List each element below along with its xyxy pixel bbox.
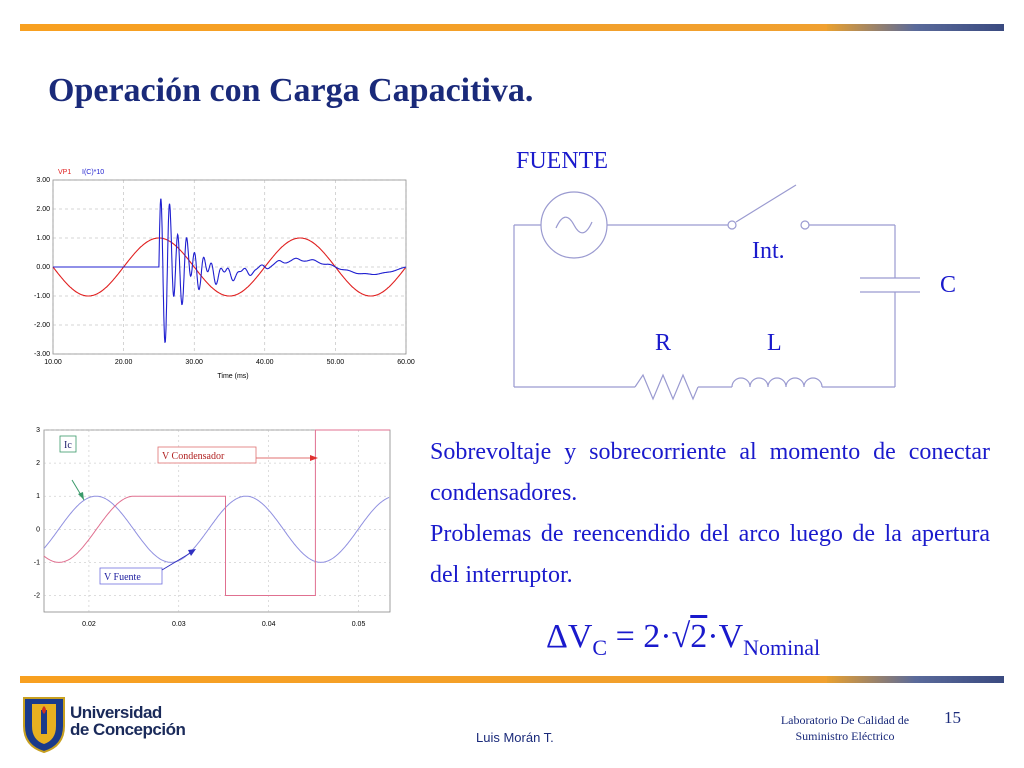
annotation-ic: Ic <box>64 440 72 451</box>
lab-line1: Laboratorio De Calidad de <box>780 713 910 727</box>
university-name <box>70 704 185 738</box>
y-tick-label: 3 <box>36 427 40 434</box>
switch-label: Int. <box>752 238 785 264</box>
simulation-chart <box>28 160 420 382</box>
overvoltage-formula <box>546 618 820 661</box>
y-tick-label: 2 <box>36 460 40 468</box>
x-axis-label: Time (ms) <box>217 373 249 380</box>
y-tick-label: -2.00 <box>34 322 50 329</box>
y-tick-label: 0 <box>36 526 40 534</box>
y-tick-label: 2.00 <box>36 206 50 213</box>
paragraph-overvoltage: Sobrevoltaje y sobrecorriente al momento de conectar condensadores. <box>430 439 990 506</box>
voltage-chart <box>28 422 396 634</box>
x-tick-label: 40.00 <box>256 359 274 366</box>
resistor-icon <box>635 375 698 399</box>
x-tick-label: 50.00 <box>326 359 345 366</box>
capacitor-label: C <box>940 272 957 298</box>
y-tick-label: 1.00 <box>36 235 50 242</box>
university-line2: de Concepción <box>70 720 186 739</box>
x-tick-label: 0.03 <box>171 621 186 628</box>
formula-two: 2 <box>690 618 708 655</box>
inductor-label: L <box>767 330 782 356</box>
x-tick-label: 30.00 <box>185 359 203 366</box>
x-tick-label: 0.04 <box>261 621 276 628</box>
annotation-v-fuente: V Fuente <box>104 572 141 583</box>
formula-sqrt: √ <box>671 618 691 655</box>
author-name: Luis Morán T. <box>476 730 554 745</box>
university-line1: Universidad <box>70 703 162 722</box>
legend-vp1: VP1 <box>58 169 72 176</box>
formula-sub-nominal: Nominal <box>743 634 821 660</box>
slide-title: Operación con Carga Capacitiva. <box>48 72 534 109</box>
page-number: 15 <box>944 708 961 727</box>
annotation-v-condensador: V Condensador <box>162 451 225 462</box>
paragraph-restrike: Problemas de reencendido del arco luego de la apertura del interruptor. <box>430 521 990 588</box>
x-tick-label: 60.00 <box>397 359 415 366</box>
formula-delta-v: ΔV <box>546 618 593 655</box>
x-tick-label: 0.05 <box>351 621 366 628</box>
description-text <box>430 432 990 596</box>
y-tick-label: 1 <box>36 493 40 501</box>
y-tick-label: -3.00 <box>34 351 50 358</box>
y-tick-label: 3.00 <box>36 177 50 184</box>
top-accent-bar <box>20 24 1004 31</box>
y-tick-label: -2 <box>33 592 40 600</box>
resistor-label: R <box>655 330 672 356</box>
x-tick-label: 10.00 <box>44 359 62 366</box>
bottom-accent-bar <box>20 676 1004 683</box>
y-tick-label: -1 <box>33 559 40 567</box>
legend-ic: I(C)*10 <box>82 169 105 176</box>
circuit-diagram <box>500 180 920 410</box>
lab-name <box>760 712 930 744</box>
lab-line2: Suministro Eléctrico <box>795 729 895 743</box>
formula-sub-c: C <box>592 634 608 660</box>
inductor-icon <box>732 378 822 387</box>
y-tick-label: 0.00 <box>36 264 50 271</box>
formula-v: ·V <box>707 618 744 655</box>
source-label: FUENTE <box>516 148 608 174</box>
x-tick-label: 0.02 <box>82 621 96 628</box>
y-tick-label: -1.00 <box>34 293 50 300</box>
formula-eq: = 2· <box>607 618 672 655</box>
x-tick-label: 20.00 <box>114 359 133 366</box>
university-crest-icon <box>22 696 66 754</box>
